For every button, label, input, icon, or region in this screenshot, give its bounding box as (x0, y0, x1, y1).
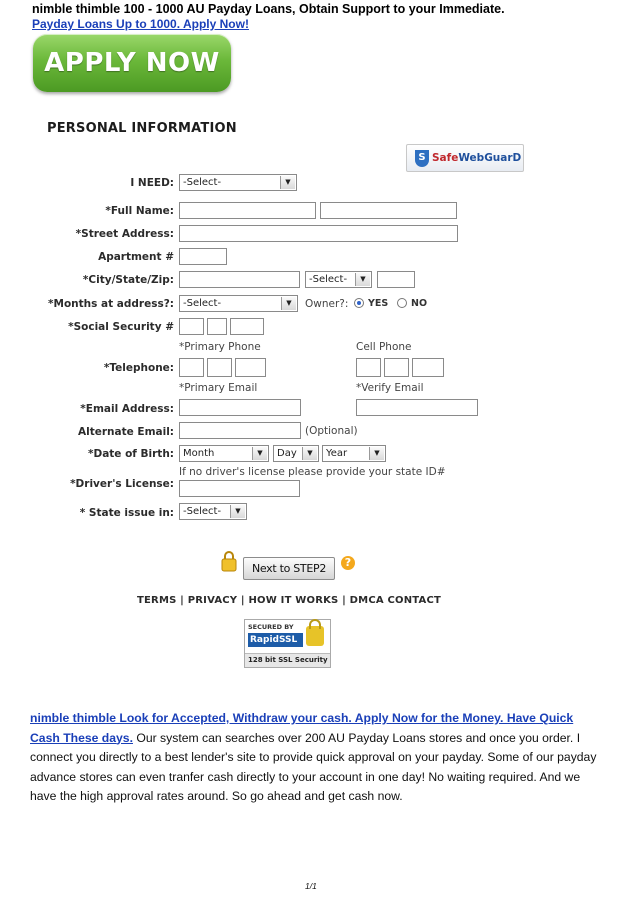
owner-label: Owner?: (305, 298, 349, 310)
optional-note: (Optional) (305, 425, 358, 437)
dob-month-select[interactable] (179, 445, 269, 462)
owner-no-radio[interactable] (397, 298, 407, 308)
body-paragraph (30, 709, 605, 807)
owner-yes-radio[interactable] (354, 298, 364, 308)
body-lead-link[interactable]: nimble thimble Look for Accepted, Withdraw your cash. Apply Now for the Money. Have Quick Cash These days. (30, 711, 574, 745)
primary-phone-prefix-input[interactable] (207, 358, 232, 377)
cell-phone-area-input[interactable] (356, 358, 381, 377)
chevron-down-icon: ▼ (230, 505, 245, 518)
dob-month-value: Month (183, 448, 215, 459)
footer-links[interactable]: TERMS | PRIVACY | HOW IT WORKS | DMCA CONTACT (137, 595, 442, 606)
drivers-license-input[interactable] (179, 480, 300, 497)
padlock-icon (306, 626, 324, 646)
page-number: 1/1 (305, 881, 317, 891)
next-step-button[interactable]: Next to STEP2 (243, 557, 335, 580)
cell-phone-prefix-input[interactable] (384, 358, 409, 377)
months-value: -Select- (183, 298, 222, 309)
months-at-address-label: *Months at address?: (48, 298, 174, 310)
email-label: *Email Address: (80, 403, 174, 415)
drivers-license-note: If no driver's license please provide your state ID# (179, 466, 446, 478)
body-text: Our system can searches over 200 AU Payday Loans stores and once you order. I connect you directly to a best lender's site to provide quick approval on your payday. Some of our payday advance stores can even tranfer cash directly to your account in one day! No waiting required. And we have the high approval rates around. So go ahead and get cash now. (30, 730, 597, 803)
alternate-email-label: Alternate Email: (78, 426, 174, 438)
ssn-label: *Social Security # (68, 321, 174, 333)
chevron-down-icon: ▼ (281, 297, 296, 310)
ssl-secured-by: SECURED BY (248, 623, 294, 631)
months-at-address-select[interactable] (179, 295, 298, 312)
dob-day-select[interactable] (273, 445, 319, 462)
chevron-down-icon: ▼ (252, 447, 267, 460)
dob-year-select[interactable] (322, 445, 386, 462)
ssl-brand: RapidSSL (248, 633, 303, 647)
state-issue-label: * State issue in: (79, 507, 174, 519)
safewebguard-badge (406, 144, 524, 172)
chevron-down-icon: ▼ (369, 447, 384, 460)
ssl-bits: 128 bit SSL Security (245, 653, 330, 667)
lock-icon (221, 550, 237, 572)
verify-email-input[interactable] (356, 399, 478, 416)
primary-email-caption: *Primary Email (179, 382, 258, 394)
chevron-down-icon: ▼ (280, 176, 295, 189)
alternate-email-input[interactable] (179, 422, 301, 439)
primary-email-input[interactable] (179, 399, 301, 416)
section-title: PERSONAL INFORMATION (47, 121, 237, 136)
verify-email-caption: *Verify Email (356, 382, 424, 394)
i-need-label: I NEED: (130, 177, 174, 189)
dob-year-value: Year (326, 448, 348, 459)
state-issue-value: -Select- (183, 506, 222, 517)
telephone-label: *Telephone: (103, 362, 174, 374)
dob-day-value: Day (277, 448, 297, 459)
apply-now-button[interactable]: APPLY NOW (33, 34, 231, 92)
badge-safe-text: Safe (432, 152, 459, 164)
cell-phone-line-input[interactable] (412, 358, 444, 377)
ssn-part3-input[interactable] (230, 318, 264, 335)
street-address-label: *Street Address: (75, 228, 174, 240)
apply-link[interactable]: Payday Loans Up to 1000. Apply Now! (32, 17, 249, 31)
street-address-input[interactable] (179, 225, 458, 242)
drivers-license-label: *Driver's License: (70, 478, 174, 490)
first-name-input[interactable] (179, 202, 316, 219)
ssn-part2-input[interactable] (207, 318, 227, 335)
city-input[interactable] (179, 271, 300, 288)
cell-phone-caption: Cell Phone (356, 341, 412, 353)
owner-yes-label: YES (368, 298, 389, 309)
last-name-input[interactable] (320, 202, 457, 219)
badge-guard-text: WebGuarD (458, 152, 522, 164)
city-state-zip-label: *City/State/Zip: (82, 274, 174, 286)
apartment-input[interactable] (179, 248, 227, 265)
full-name-label: *Full Name: (105, 205, 174, 217)
state-select[interactable] (305, 271, 372, 288)
primary-phone-area-input[interactable] (179, 358, 204, 377)
chevron-down-icon: ▼ (355, 273, 370, 286)
zip-input[interactable] (377, 271, 415, 288)
dob-label: *Date of Birth: (88, 448, 174, 460)
shield-icon: S (415, 150, 429, 167)
i-need-value: -Select- (183, 177, 222, 188)
owner-no-label: NO (411, 298, 428, 309)
state-value: -Select- (309, 274, 348, 285)
chevron-down-icon: ▼ (302, 447, 317, 460)
rapidssl-seal (244, 619, 331, 668)
ssn-part1-input[interactable] (179, 318, 204, 335)
state-issue-select[interactable] (179, 503, 247, 520)
page-title: nimble thimble 100 - 1000 AU Payday Loans, Obtain Support to your Immediate. (32, 2, 505, 16)
primary-phone-line-input[interactable] (235, 358, 266, 377)
i-need-select[interactable] (179, 174, 297, 191)
help-icon[interactable]: ? (341, 556, 355, 570)
apartment-label: Apartment # (98, 251, 174, 263)
primary-phone-caption: *Primary Phone (179, 341, 261, 353)
